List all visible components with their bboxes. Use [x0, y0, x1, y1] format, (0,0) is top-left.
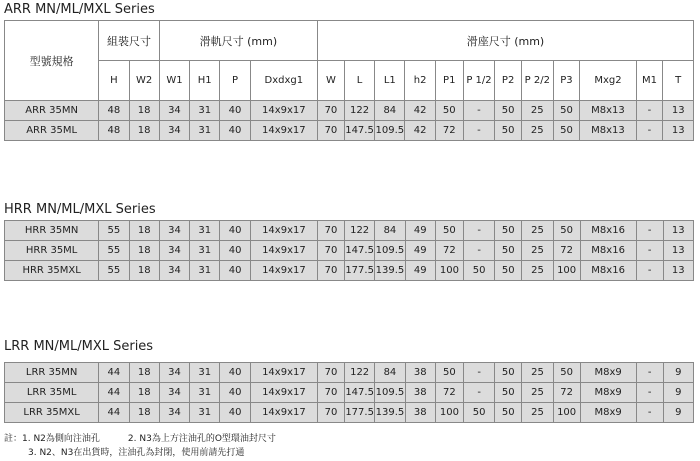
value-cell: 122 [344, 101, 374, 121]
value-cell: 31 [190, 403, 220, 423]
value-cell: 31 [190, 241, 220, 261]
value-cell: 84 [375, 221, 405, 241]
value-cell: 13 [663, 221, 693, 241]
value-cell: 84 [375, 101, 405, 121]
value-cell: 147.5 [344, 241, 374, 261]
value-cell: 25 [522, 101, 553, 121]
note-2: 2. N3為上方注油孔的O型環油封尺寸 [127, 434, 276, 444]
value-cell: 50 [463, 261, 494, 281]
value-cell: 122 [344, 363, 374, 383]
spec-table-arr [4, 20, 694, 141]
value-cell: - [636, 403, 663, 423]
value-cell: 100 [553, 403, 580, 423]
value-cell: 40 [220, 261, 250, 281]
value-cell: 9 [663, 363, 693, 383]
value-cell: 34 [159, 101, 189, 121]
value-cell: 49 [405, 261, 435, 281]
value-cell: 72 [553, 383, 580, 403]
value-cell: 50 [435, 363, 463, 383]
col-header-3: H1 [190, 61, 220, 101]
value-cell: 50 [495, 101, 522, 121]
value-cell: 9 [663, 403, 693, 423]
col-header-12: P2 [495, 61, 522, 101]
model-header: 型號規格 [5, 21, 99, 101]
value-cell: 31 [190, 363, 220, 383]
col-header-10: P1 [435, 61, 463, 101]
value-cell: 70 [318, 241, 345, 261]
value-cell: 31 [190, 101, 220, 121]
value-cell: 14x9x17 [250, 383, 317, 403]
table-row [5, 261, 694, 281]
value-cell: M8x13 [580, 101, 636, 121]
value-cell: 100 [435, 403, 463, 423]
value-cell: 9 [663, 383, 693, 403]
value-cell: 70 [318, 363, 345, 383]
value-cell: 122 [344, 221, 374, 241]
assembly-header: 組裝尺寸 [99, 21, 160, 61]
value-cell: 38 [405, 403, 435, 423]
value-cell: 147.5 [344, 121, 374, 141]
value-cell: 18 [129, 383, 159, 403]
value-cell: - [636, 241, 663, 261]
value-cell: 40 [220, 383, 250, 403]
value-cell: 13 [663, 261, 693, 281]
value-cell: - [463, 101, 494, 121]
value-cell: M8x9 [580, 383, 636, 403]
model-cell: ARR 35ML [5, 121, 99, 141]
col-header-16: M1 [636, 61, 663, 101]
value-cell: - [636, 261, 663, 281]
value-cell: 44 [99, 363, 129, 383]
value-cell: - [636, 101, 663, 121]
value-cell: 109.5 [375, 383, 405, 403]
value-cell: 72 [553, 241, 580, 261]
value-cell: 14x9x17 [250, 363, 317, 383]
table-row [5, 121, 694, 141]
value-cell: 40 [220, 363, 250, 383]
footnotes [4, 432, 276, 460]
note-1: 註：1. N2為側向注油孔 [4, 434, 100, 444]
value-cell: 31 [190, 221, 220, 241]
col-header-2: W1 [159, 61, 189, 101]
value-cell: 50 [463, 403, 494, 423]
value-cell: 18 [129, 121, 159, 141]
value-cell: 70 [318, 261, 345, 281]
value-cell: 50 [553, 363, 580, 383]
table-row [5, 383, 694, 403]
value-cell: 139.5 [375, 261, 405, 281]
value-cell: 40 [220, 221, 250, 241]
value-cell: 14x9x17 [250, 221, 317, 241]
value-cell: 109.5 [375, 121, 405, 141]
value-cell: 49 [405, 221, 435, 241]
value-cell: 177.5 [344, 403, 374, 423]
value-cell: 18 [129, 261, 159, 281]
value-cell: 13 [663, 101, 694, 121]
value-cell: 50 [553, 101, 580, 121]
value-cell: 48 [99, 101, 129, 121]
value-cell: 50 [495, 261, 522, 281]
col-header-5: Dxdxg1 [250, 61, 317, 101]
col-header-7: L [344, 61, 374, 101]
value-cell: 147.5 [344, 383, 374, 403]
value-cell: 25 [522, 121, 553, 141]
value-cell: - [463, 121, 494, 141]
value-cell: 70 [317, 121, 344, 141]
col-header-4: P [220, 61, 250, 101]
value-cell: 50 [495, 121, 522, 141]
value-cell: 50 [495, 241, 522, 261]
value-cell: 139.5 [375, 403, 405, 423]
value-cell: 18 [129, 403, 159, 423]
value-cell: 34 [159, 363, 189, 383]
value-cell: 84 [375, 363, 405, 383]
col-header-17: T [663, 61, 694, 101]
value-cell: 34 [159, 383, 189, 403]
value-cell: 42 [405, 101, 435, 121]
value-cell: 14x9x17 [250, 241, 317, 261]
value-cell: 25 [522, 363, 553, 383]
col-header-0: H [99, 61, 129, 101]
value-cell: 25 [522, 261, 553, 281]
value-cell: 177.5 [344, 261, 374, 281]
col-header-9: h2 [405, 61, 435, 101]
table-row [5, 403, 694, 423]
model-cell: LRR 35MXL [5, 403, 99, 423]
value-cell: 38 [405, 383, 435, 403]
col-header-13: P 2/2 [522, 61, 553, 101]
section-title-lrr: LRR MN/ML/MXL Series [4, 339, 154, 354]
value-cell: 72 [435, 121, 463, 141]
value-cell: 50 [495, 403, 522, 423]
value-cell: 18 [129, 101, 159, 121]
value-cell: - [463, 241, 494, 261]
value-cell: 40 [220, 121, 250, 141]
value-cell: 50 [553, 121, 580, 141]
spec-table-lrr [4, 362, 694, 423]
value-cell: 50 [553, 221, 580, 241]
value-cell: 55 [99, 261, 129, 281]
value-cell: 50 [495, 363, 522, 383]
model-cell: HRR 35MN [5, 221, 99, 241]
value-cell: 31 [190, 261, 220, 281]
value-cell: 42 [405, 121, 435, 141]
rail-header: 滑軌尺寸 (mm) [159, 21, 317, 61]
value-cell: 25 [522, 221, 553, 241]
col-header-8: L1 [375, 61, 405, 101]
value-cell: 49 [405, 241, 435, 261]
value-cell: 13 [663, 121, 694, 141]
value-cell: 48 [99, 121, 129, 141]
value-cell: 34 [159, 261, 189, 281]
value-cell: 70 [318, 383, 345, 403]
value-cell: 100 [553, 261, 580, 281]
value-cell: 44 [99, 403, 129, 423]
value-cell: 109.5 [375, 241, 405, 261]
value-cell: M8x16 [580, 241, 636, 261]
value-cell: 70 [318, 403, 345, 423]
value-cell: 14x9x17 [250, 121, 317, 141]
col-header-1: W2 [129, 61, 159, 101]
col-header-15: Mxg2 [580, 61, 636, 101]
model-cell: LRR 35MN [5, 363, 99, 383]
value-cell: 40 [220, 241, 250, 261]
value-cell: 50 [435, 101, 463, 121]
value-cell: 18 [129, 363, 159, 383]
value-cell: M8x16 [580, 221, 636, 241]
col-header-11: P 1/2 [463, 61, 494, 101]
note-3: 3. N2、N3在出貨時，注油孔為封閉，使用前請先打通 [28, 448, 245, 458]
value-cell: 18 [129, 241, 159, 261]
value-cell: 31 [190, 383, 220, 403]
value-cell: 44 [99, 383, 129, 403]
value-cell: 34 [159, 403, 189, 423]
table-row [5, 363, 694, 383]
value-cell: - [636, 363, 663, 383]
value-cell: M8x9 [580, 363, 636, 383]
value-cell: 34 [159, 241, 189, 261]
table-row [5, 241, 694, 261]
value-cell: 72 [435, 241, 463, 261]
col-header-6: W [317, 61, 344, 101]
value-cell: 55 [99, 241, 129, 261]
table-row [5, 101, 694, 121]
value-cell: - [636, 221, 663, 241]
value-cell: 40 [220, 403, 250, 423]
value-cell: - [463, 363, 494, 383]
value-cell: 25 [522, 241, 553, 261]
value-cell: 100 [435, 261, 463, 281]
col-header-14: P3 [553, 61, 580, 101]
value-cell: M8x13 [580, 121, 636, 141]
value-cell: M8x9 [580, 403, 636, 423]
value-cell: 34 [159, 221, 189, 241]
value-cell: 40 [220, 101, 250, 121]
section-title-hrr: HRR MN/ML/MXL Series [4, 202, 156, 217]
value-cell: 13 [663, 241, 693, 261]
spec-table-hrr [4, 220, 694, 281]
value-cell: 50 [495, 383, 522, 403]
value-cell: 14x9x17 [250, 261, 317, 281]
value-cell: - [463, 221, 494, 241]
section-title-arr: ARR MN/ML/MXL Series [4, 2, 155, 17]
value-cell: 34 [159, 121, 189, 141]
block-header: 滑座尺寸 (mm) [317, 21, 693, 61]
value-cell: 70 [318, 221, 345, 241]
model-cell: ARR 35MN [5, 101, 99, 121]
value-cell: - [636, 383, 663, 403]
value-cell: 31 [190, 121, 220, 141]
value-cell: 14x9x17 [250, 403, 317, 423]
model-cell: HRR 35MXL [5, 261, 99, 281]
value-cell: 18 [129, 221, 159, 241]
value-cell: - [463, 383, 494, 403]
value-cell: 50 [495, 221, 522, 241]
value-cell: M8x16 [580, 261, 636, 281]
value-cell: 25 [522, 403, 553, 423]
value-cell: 55 [99, 221, 129, 241]
value-cell: - [636, 121, 663, 141]
table-row [5, 221, 694, 241]
model-cell: HRR 35ML [5, 241, 99, 261]
value-cell: 70 [317, 101, 344, 121]
model-cell: LRR 35ML [5, 383, 99, 403]
value-cell: 72 [435, 383, 463, 403]
value-cell: 38 [405, 363, 435, 383]
value-cell: 50 [435, 221, 463, 241]
value-cell: 25 [522, 383, 553, 403]
value-cell: 14x9x17 [250, 101, 317, 121]
